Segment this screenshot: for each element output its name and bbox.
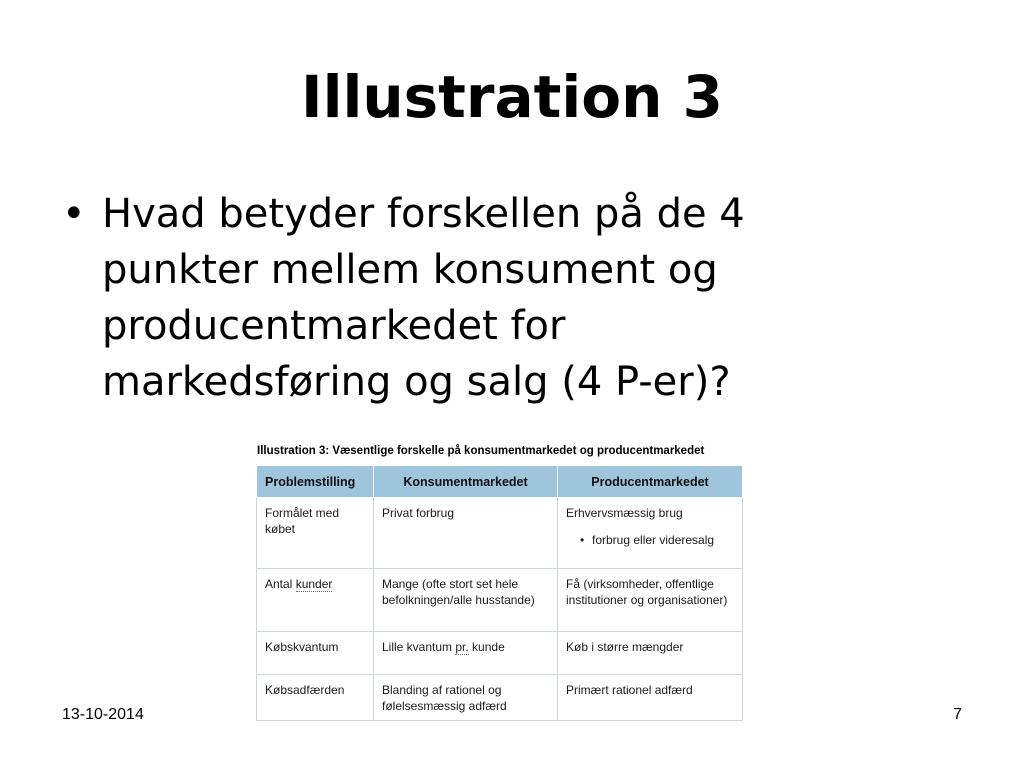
header-problemstilling: Problemstilling (257, 466, 374, 498)
table-row (257, 675, 743, 721)
slide-title: Illustration 3 (301, 63, 723, 131)
cell-problem: Købsadfærden (257, 675, 374, 721)
cell-konsument-suffix: kunde (468, 640, 505, 654)
cell-producent: Primært rationel adfærd (558, 675, 743, 721)
bullet-dot-icon: • (580, 533, 585, 547)
cell-producent: Køb i større mængder (558, 632, 743, 675)
figure-caption: Illustration 3: Væsentlige forskelle på konsumentmarkedet og producentmarkedet (257, 445, 705, 457)
table-row (257, 632, 743, 675)
table-row (257, 569, 743, 632)
comparison-table (256, 465, 743, 721)
cell-konsument-prefix: Lille kvantum (382, 640, 456, 654)
sub-bullet-text: forbrug eller videresalg (592, 533, 715, 547)
bullet-item (62, 186, 862, 410)
table-header-row (257, 466, 743, 498)
sub-bullet (566, 532, 734, 548)
table-row (257, 498, 743, 569)
header-producentmarkedet: Producentmarkedet (558, 466, 743, 498)
cell-konsument: Mange (ofte stort set hele befolkningen/alle husstande) (374, 569, 558, 632)
cell-konsument (374, 632, 558, 675)
footer-date: 13-10-2014 (62, 706, 144, 723)
page-number: 7 (953, 706, 962, 723)
cell-konsument: Privat forbrug (374, 498, 558, 569)
cell-problem-prefix: Antal (265, 577, 296, 591)
cell-problem: Købskvantum (257, 632, 374, 675)
header-konsumentmarkedet: Konsumentmarkedet (374, 466, 558, 498)
cell-konsument: Blanding af rationel og følelsesmæssig adfærd (374, 675, 558, 721)
cell-problem: Formålet med købet (257, 498, 374, 569)
cell-producent (558, 498, 743, 569)
bullet-text: Hvad betyder forskellen på de 4 punkter mellem konsument og producentmarkedet for markedsføring og salg (4 P-er)? (102, 191, 745, 405)
cell-konsument-underlined: pr. (455, 640, 469, 654)
comparison-figure (256, 440, 744, 721)
cell-producent-text: Erhvervsmæssig brug (566, 506, 683, 520)
cell-problem (257, 569, 374, 632)
cell-producent: Få (virksomheder, offentlige institutioner og organisationer) (558, 569, 743, 632)
cell-problem-underlined: kunder (295, 577, 333, 591)
bullet-dot-icon: • (62, 191, 86, 237)
